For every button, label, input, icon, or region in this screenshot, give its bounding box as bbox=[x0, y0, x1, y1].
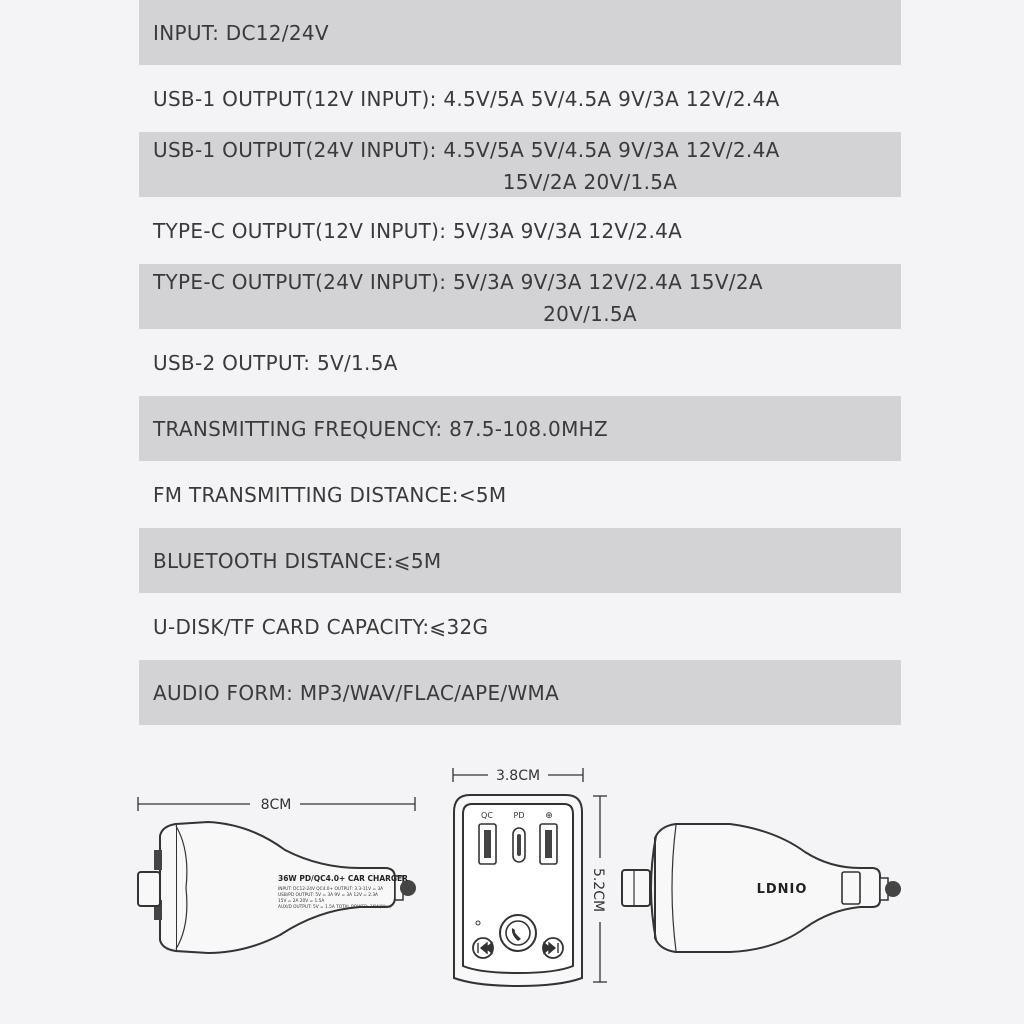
side-width-label: 8CM bbox=[260, 797, 292, 813]
front-width-label: 3.8CM bbox=[495, 768, 541, 784]
spec-text: FM TRANSMITTING DISTANCE:<5M bbox=[153, 482, 507, 507]
spec-text: USB-2 OUTPUT: 5V/1.5A bbox=[153, 350, 398, 375]
spec-row bbox=[139, 462, 901, 527]
spec-text: TRANSMITTING FREQUENCY: 87.5-108.0MHZ bbox=[153, 416, 608, 441]
front-height-dimension bbox=[590, 796, 607, 982]
spec-text: AUDIO FORM: MP3/WAV/FLAC/APE/WMA bbox=[153, 680, 560, 705]
spec-text: U-DISK/TF CARD CAPACITY:⩽32G bbox=[153, 614, 489, 639]
call-icon bbox=[500, 915, 536, 951]
side-label-line: AUX/D OUTPUT: 5V = 1.5A TOTAL POWER: 36W(Max) bbox=[278, 905, 392, 910]
usb-a-port-right bbox=[540, 824, 557, 864]
side-view-brand-diagram bbox=[622, 824, 901, 952]
prev-track-icon bbox=[473, 938, 493, 958]
spec-row bbox=[139, 132, 901, 197]
spec-list bbox=[139, 0, 901, 726]
spec-row bbox=[139, 660, 901, 725]
side-width-dimension bbox=[138, 797, 415, 813]
side-label-line: 15V = 2A 20V = 1.5A bbox=[278, 899, 325, 904]
side-label-line: INPUT: DC12-24V QC4.0+ OUTPUT: 3.3-11V = 3A bbox=[278, 887, 384, 892]
usb-port-label: ⊕ bbox=[545, 811, 553, 821]
spec-text: INPUT: DC12/24V bbox=[153, 20, 329, 45]
spec-row bbox=[139, 396, 901, 461]
qc-port-label: QC bbox=[481, 811, 493, 820]
brand-logo-text: LDNIO bbox=[756, 882, 808, 897]
next-track-icon bbox=[543, 938, 563, 958]
spec-row bbox=[139, 0, 901, 65]
spec-text: BLUETOOTH DISTANCE:⩽5M bbox=[153, 548, 442, 573]
usb-a-port-left bbox=[479, 824, 496, 864]
side-label-line: USB/PD OUTPUT: 5V = 3A 9V = 3A 12V = 2.3A bbox=[278, 893, 378, 898]
side-view-diagram bbox=[138, 797, 416, 953]
spec-row bbox=[139, 528, 901, 593]
spec-row bbox=[139, 330, 901, 395]
usb-c-port bbox=[513, 828, 525, 862]
front-width-dimension bbox=[453, 768, 583, 784]
spec-text-continuation: 15V/2A 20V/1.5A bbox=[502, 170, 678, 194]
front-height-label: 5.2CM bbox=[590, 867, 606, 913]
spec-row bbox=[139, 198, 901, 263]
spec-text: USB-1 OUTPUT(12V INPUT): 4.5V/5A 5V/4.5A 9V/3A 12V/2.4A bbox=[153, 86, 780, 111]
spec-text: TYPE-C OUTPUT(12V INPUT): 5V/3A 9V/3A 12V/2.4A bbox=[153, 218, 683, 243]
front-view-diagram bbox=[453, 768, 607, 986]
product-dimension-diagrams bbox=[0, 750, 1024, 1024]
side-label-title: 36W PD/QC4.0+ CAR CHARGER bbox=[278, 874, 408, 883]
pd-port-label: PD bbox=[513, 811, 525, 820]
spec-text-continuation: 20V/1.5A bbox=[543, 302, 637, 326]
spec-row bbox=[139, 66, 901, 131]
spec-text: TYPE-C OUTPUT(24V INPUT): 5V/3A 9V/3A 12V/2.4A 15V/2A bbox=[153, 270, 763, 294]
spec-row bbox=[139, 594, 901, 659]
spec-row bbox=[139, 264, 901, 329]
spec-text: USB-1 OUTPUT(24V INPUT): 4.5V/5A 5V/4.5A 9V/3A 12V/2.4A bbox=[153, 138, 780, 162]
